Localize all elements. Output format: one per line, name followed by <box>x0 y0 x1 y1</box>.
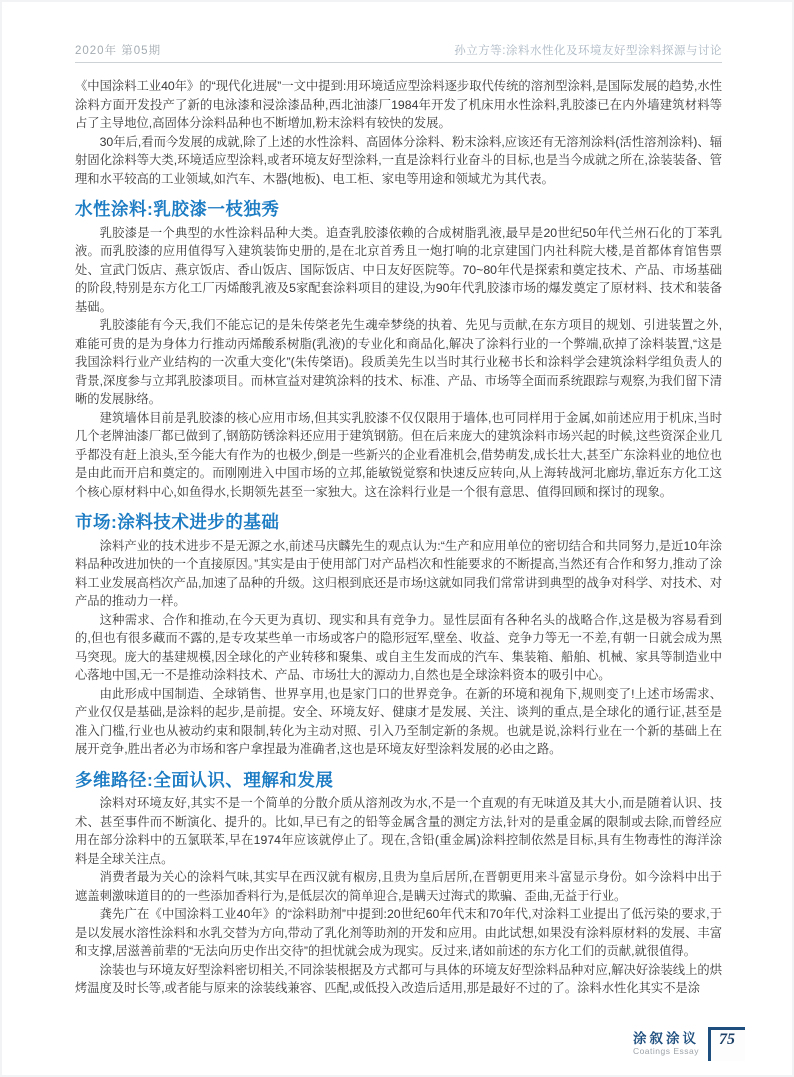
body-paragraph: 乳胶漆能有今天,我们不能忘记的是朱传棨老先生魂牵梦绕的执着、先见与贡献,在东方项目的规划、引进装置之外,难能可贵的是为身体力行推动丙烯酸系树脂(乳液)的专业化和商品化,解决了涂料行业的一个弊端,砍掉了涂料装置,“这是我国涂料行业产业结构的一次重大变化”(朱传棨语)。段质美先生以当时其行业秘书长和涂料学会建筑涂料学组负责人的背景,深度参与立邦乳胶漆项目。而林宣益对建筑涂料的技术、标准、产品、市场等全面而系统跟踪与观察,为我们留下清晰的发展脉络。 <box>75 318 722 406</box>
body-paragraph: 涂装也与环境友好型涂料密切相关,不同涂装根据及方式都可与具体的环境友好型涂料品种对应,解决好涂装线上的烘烤温度及时长等,或者能与原来的涂装线兼容、匹配,或低投入改造后适用,那是最好不过的了。涂料水性化其实不是涂 <box>75 962 722 995</box>
section-heading-multipath: 多维路径:全面认识、理解和发展 <box>75 769 334 790</box>
body-paragraph: 由此形成中国制造、全球销售、世界享用,也是家门口的世界竞争。在新的环境和视角下,规则变了!上述市场需求、产业仅仅是基础,是涂料的起步,是前提。安全、环境友好、健康才是发展、关注、谈判的重点,是全球化的通行证,甚至是准入门槛,行业也从被动约束和限制,转化为主动对照、引入乃至制定新的条规。也就是说,涂料行业在一个新的基础上在展开竞争,胜出者必为市场和客户拿捏最为准确者,这也是环境友好型涂料发展的必由之路。 <box>75 686 722 756</box>
section-heading-waterborne: 水性涂料:乳胶漆一枝独秀 <box>75 199 280 219</box>
column-name <box>633 1027 699 1057</box>
page-number: 75 <box>719 1031 735 1048</box>
body-paragraph: 涂料产业的技术进步不是无源之水,前述马庆麟先生的观点认为:“生产和应用单位的密切结合和共同努力,是近10年涂料品种改进加快的一个直接原因。”其实是由于使用部门对产品档次和性能要求的不断提高,当然还有合作和努力,推动了涂料工业发展高档次产品,加速了品种的升级。这归根到底还是市场!这就如同我们常常讲到典型的战争对科学、对技术、对产品的推动力一样。 <box>75 538 722 608</box>
body-paragraph: 《中国涂料工业40年》的“现代化进展”一文中提到:用环境适应型涂料逐步取代传统的溶剂型涂料,是国际发展的趋势,水性涂料方面开发投产了新的电泳漆和浸涂漆品种,西北油漆厂1984年开发了机床用水性涂料,乳胶漆已在内外墙建筑材料等占了主导地位,高固体分涂料品种也不断增加,粉末涂料有较快的发展。 <box>75 79 722 130</box>
body-paragraph: 建筑墙体目前是乳胶漆的核心应用市场,但其实乳胶漆不仅仅限用于墙体,也可同样用于金属,如前述应用于机床,当时几个老牌油漆厂都已做到了,钢筋防锈涂料还应用于建筑钢筋。但在后来庞大的建筑涂料市场兴起的时候,这些资深企业几乎都没有赶上浪头,至今能大有作为的也极少,倒是一些新兴的企业看准机会,借势萌发,成长壮大,甚至广东涂料业的地位也是由此而开启和奠定的。而刚刚进入中国市场的立邦,能敏锐觉察和快速反应转向,从上海转战河北廊坊,靠近东方化工这个核心原材料中心,如鱼得水,长期领先甚至一家独大。这在涂料行业是一个很有意思、值得回顾和探讨的现象。 <box>75 410 722 499</box>
body-paragraph: 消费者最为关心的涂料气味,其实早在西汉就有椒房,且贵为皇后居所,在晋朝更用来斗富显示身份。如今涂料中出于遮盖刺激味道目的的一些添加香料行为,是低层次的简单迎合,是瞒天过海式的欺骗、歪曲,无益于行业。 <box>75 870 722 903</box>
body-paragraph: 乳胶漆是一个典型的水性涂料品种大类。追查乳胶漆依赖的合成树脂乳液,最早是20世纪50年代兰州石化的丁苯乳液。而乳胶漆的应用值得写入建筑装饰史册的,是在北京首秀且一炮打响的北京建国门内社科院大楼,是首都体育馆售票处、宣武门饭店、燕京饭店、香山饭店、国际饭店、中日友好医院等。70~80年代是探索和奠定技术、产品、市场基础的阶段,特别是东方化工厂丙烯酸乳液及5家配套涂料项目的建设,为90年代乳胶漆市场的爆发奠定了原材料、技术和装备基础。 <box>75 225 722 314</box>
section-heading-market: 市场:涂料技术进步的基础 <box>75 512 280 532</box>
column-title-cn: 涂叙涂议 <box>633 1031 699 1046</box>
body-paragraph: 龚先广在《中国涂料工业40年》的“涂料助剂”中提到:20世纪60年代末和70年代,对涂料工业提出了低污染的要求,于是以发展水溶性涂料和水乳交替为方向,带动了乳化剂等助剂的开发和应用。由此试想,如果没有涂料原材料的发展、丰富和支撑,居滋善前辈的“无法向历史作出交待”的担忧就会成为现实。反过来,诸如前述的东方化工们的贡献,就很值得。 <box>75 907 722 958</box>
column-title-en: Coatings Essay <box>632 1046 699 1056</box>
page-footer <box>633 1027 745 1061</box>
body-paragraph: 这种需求、合作和推动,在今天更为真切、现实和具有竞争力。显性层面有各种名头的战略合作,这是极为容易看到的,但也有很多藏而不露的,是专攻某些单一市场或客户的隐形冠军,壁垒、收益、竞争力等无一不差,有朝一日就会成为黑马突现。庞大的基建规模,因全球化的产业转移和聚集、或自主生发而成的汽车、集装箱、船舶、机械、家具等制造业中心落地中国,无一不是推动涂料技术、产品、市场壮大的源动力,自然也是全球涂料资本的吸引中心。 <box>75 612 722 682</box>
body-paragraph: 30年后,看而今发展的成就,除了上述的水性涂料、高固体分涂料、粉末涂料,应该还有无溶剂涂料(活性溶剂涂料)、辐射固化涂料等大类,环境适应型涂料,或者环境友好型涂料,一直是涂料行业奋斗的目标,也是当今成就之所在,涂装装备、管理和水平较高的工业领域,如汽车、木器(地板)、电工柜、家电等用途和领域尤为其代表。 <box>75 134 722 186</box>
page-header <box>75 0 722 63</box>
article-body <box>75 63 722 998</box>
page-number-badge <box>708 1027 745 1061</box>
body-paragraph: 涂料对环境友好,其实不是一个简单的分散介质从溶剂改为水,不是一个直观的有无味道及其大小,而是随着认识、技术、甚至事件而不断演化、提升的。比如,早已有之的铅等金属含量的测定方法,针对的是重金属的限制或去除,而曾经应用在部分涂料中的五氯联苯,早在1974年应该就停止了。现在,含铅(重金属)涂料控制依然是目标,具有生物毒性的海洋涂料是全球关注点。 <box>75 796 722 866</box>
running-title: 孙立方等:涂料水性化及环境友好型涂料探源与讨论 <box>454 45 722 57</box>
issue-label: 2020年 第05期 <box>75 45 162 57</box>
